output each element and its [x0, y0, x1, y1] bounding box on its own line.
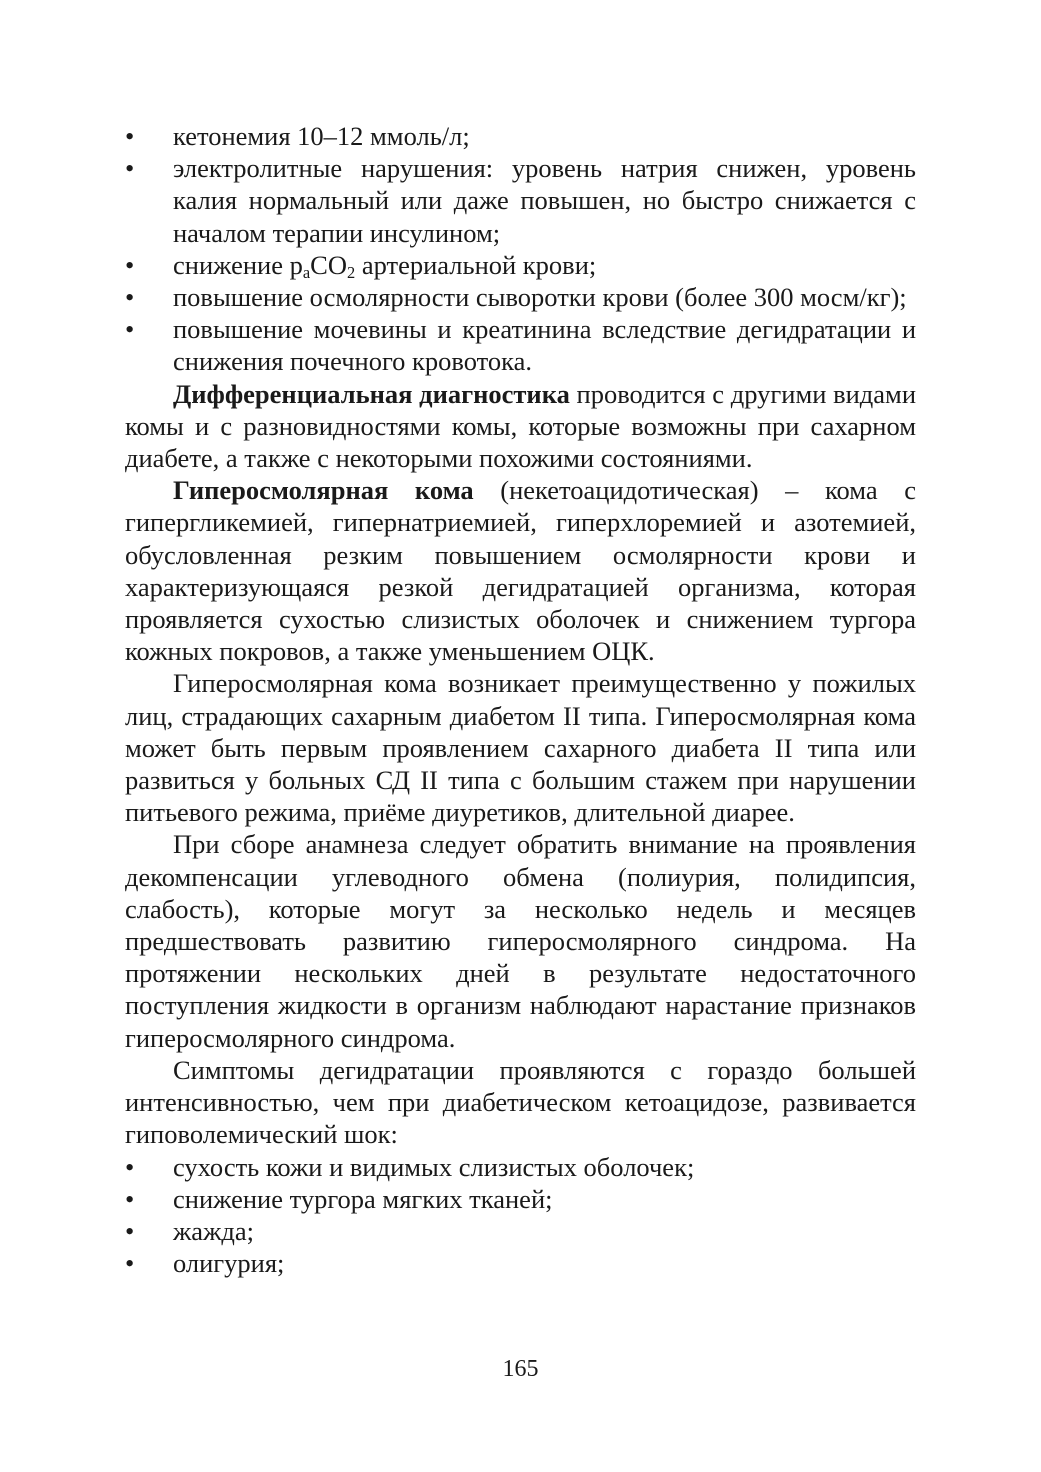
bullet-icon: • [125, 1215, 135, 1246]
list-item-text: повышение мочевины и креатинина вследствие дегидратации и снижения почечного кровотока. [173, 314, 916, 377]
bullet-list-lab-findings [125, 120, 916, 378]
list-item [125, 120, 916, 152]
paragraph-occurrence: Гиперосмолярная кома возникает преимущественно у пожилых лиц, страдающих сахарным диабетом II типа. Гиперосмолярная кома может быть первым проявлением сахарного диабета II типа или развиться у больных СД II типа с большим стажем при нарушении питьевого режима, приёме диуретиков, длительной диарее. [125, 668, 916, 828]
list-item-text: снижение тургора мягких тканей; [173, 1183, 553, 1214]
bullet-icon: • [125, 121, 135, 151]
bold-term: Гиперосмолярная кома [173, 475, 474, 506]
bullet-icon: • [125, 153, 135, 184]
page-body [125, 120, 916, 1279]
subscript: a [302, 262, 311, 282]
bullet-list-symptoms [125, 1151, 916, 1280]
bold-term: Дифференциальная диагностика [173, 378, 570, 409]
bullet-icon: • [125, 282, 135, 313]
list-item [125, 1183, 916, 1215]
text-fragment: артериальной крови; [355, 249, 597, 280]
bullet-icon: • [125, 1151, 135, 1182]
list-item [125, 249, 916, 281]
bullet-icon: • [125, 1248, 135, 1279]
paragraph-dehydration-symptoms: Симптомы дегидратации проявляются с гораздо большей интенсивностью, чем при диабетическом кетоацидозе, развивается гиповолемический шок: [125, 1054, 916, 1150]
bullet-icon: • [125, 249, 135, 280]
paragraph-anamnesis: При сборе анамнеза следует обратить внимание на проявления декомпенсации углеводного обмена (полиурия, полидипсия, слабость), которые могут за несколько недель и месяцев предшествовать развитию гиперосмолярного синдрома. На протяжении нескольких дней в результате недостаточного поступления жидкости в организм наблюдают нарастание признаков гиперосмолярного синдрома. [125, 829, 916, 1053]
list-item [125, 1215, 916, 1247]
paragraph-text: проводится с другими видами комы и с разновидностями комы, которые возможны при сахарном диабете, а также с некоторыми похожими состояниями. [125, 378, 916, 474]
list-item-text: сухость кожи и видимых слизистых оболочек; [173, 1151, 695, 1182]
paragraph-text: (некетоацидотическая) – кома с гипергликемией, гипернатриемией, гиперхлоремией и азотемией, обусловленная резким повышением осмолярности крови и характеризующаяся резкой дегидратацией организма, которая проявляется сухостью слизистых оболочек и снижением тургора кожных покровов, а также уменьшением ОЦК. [125, 475, 916, 667]
list-item-text: электролитные нарушения: уровень натрия снижен, уровень калия нормальный или даже повышен, но быстро снижается с началом терапии инсулином; [173, 153, 916, 248]
list-item-text: жажда; [173, 1215, 254, 1246]
subscript: 2 [346, 262, 356, 282]
bullet-icon: • [125, 314, 135, 345]
list-item [125, 152, 916, 249]
paragraph-hyperosmolar-coma [125, 474, 916, 667]
text-fragment: снижение p [173, 249, 303, 280]
bullet-icon: • [125, 1183, 135, 1214]
list-item [125, 1151, 916, 1183]
list-item [125, 1247, 916, 1279]
paragraph-differential-diagnosis [125, 378, 916, 475]
list-item-text: повышение осмолярности сыворотки крови (более 300 мосм/кг); [173, 282, 907, 313]
list-item-text [173, 250, 596, 280]
list-item [125, 313, 916, 377]
list-item-text: олигурия; [173, 1248, 285, 1279]
list-item [125, 281, 916, 313]
page-number: 165 [502, 1356, 539, 1382]
list-item-text: кетонемия 10–12 ммоль/л; [173, 121, 470, 151]
text-fragment: CO [310, 249, 347, 280]
